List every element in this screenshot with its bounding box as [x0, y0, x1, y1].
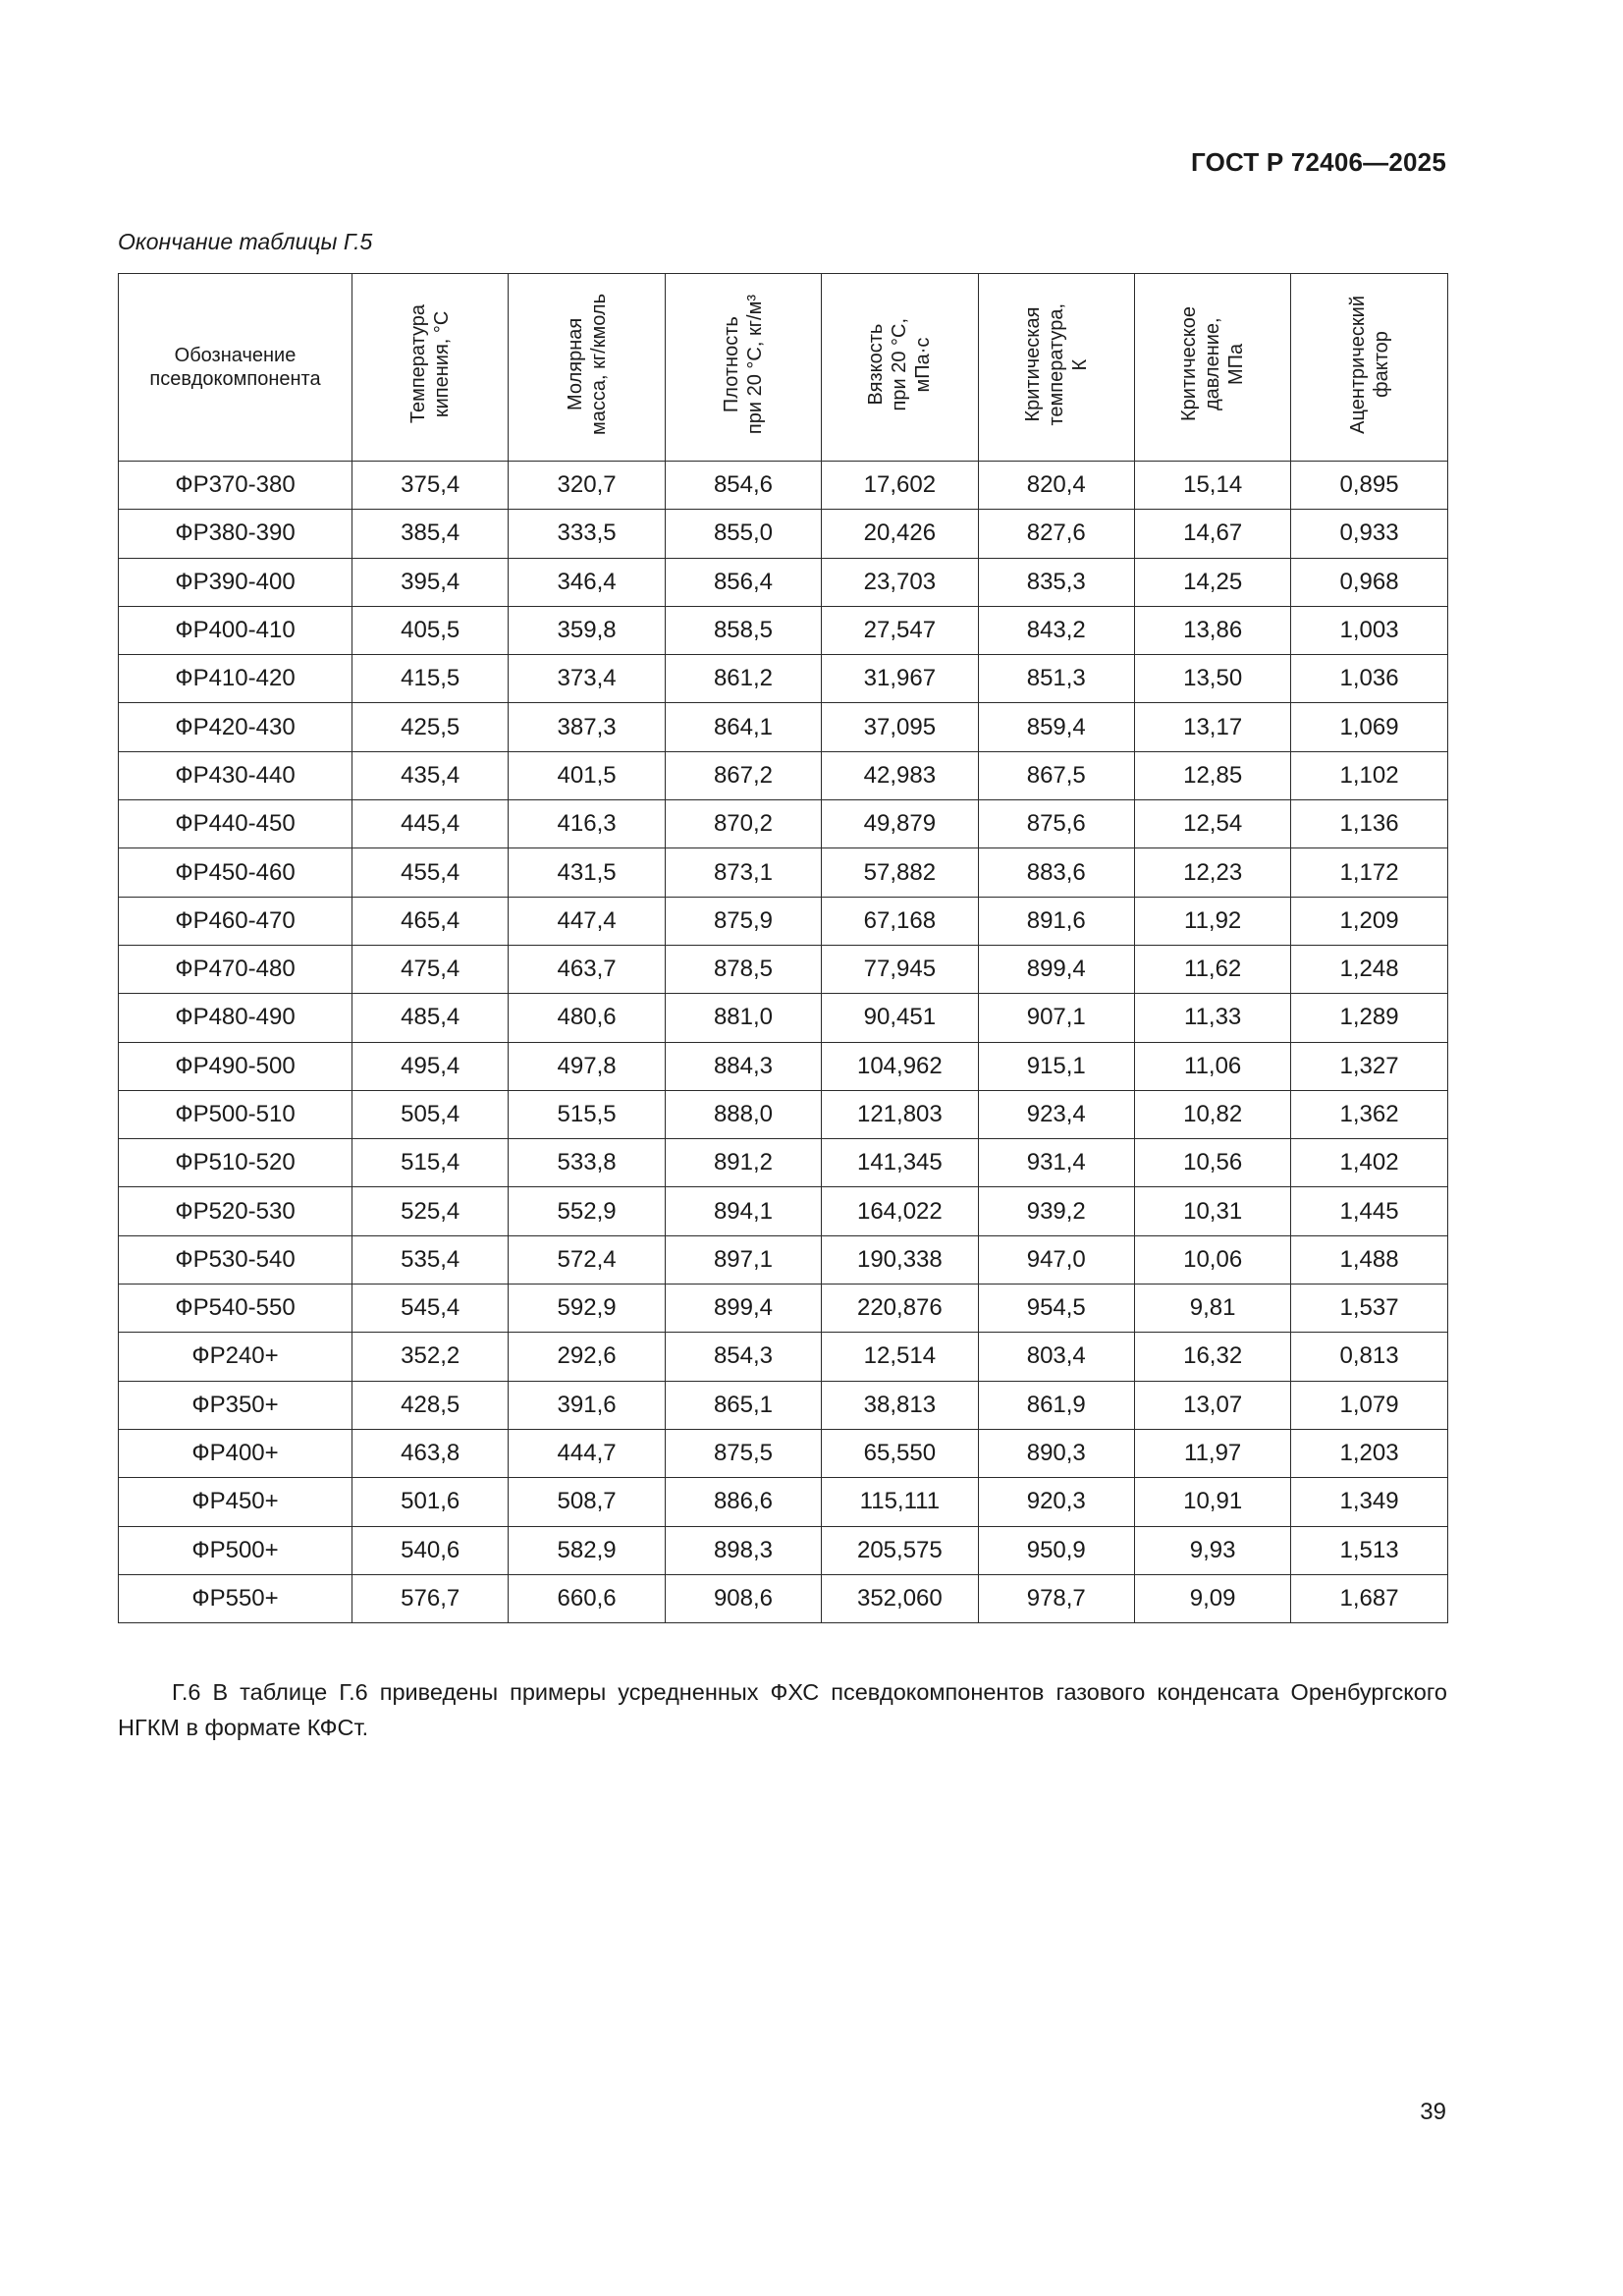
row-designation-cell: ФР450-460 — [119, 848, 352, 897]
table-cell: 920,3 — [978, 1478, 1134, 1526]
table-cell: 878,5 — [665, 945, 821, 993]
table-cell: 444,7 — [509, 1429, 665, 1477]
table-row — [119, 1381, 1448, 1429]
table-cell: 10,82 — [1134, 1090, 1290, 1138]
row-designation-cell: ФР350+ — [119, 1381, 352, 1429]
table-cell: 1,003 — [1291, 606, 1447, 654]
table-row — [119, 1285, 1448, 1333]
table-cell: 9,93 — [1134, 1526, 1290, 1574]
table-cell: 220,876 — [822, 1285, 978, 1333]
table-cell: 416,3 — [509, 800, 665, 848]
table-cell: 1,402 — [1291, 1139, 1447, 1187]
table-header-row — [119, 274, 1448, 462]
table-row — [119, 558, 1448, 606]
table-caption: Окончание таблицы Г.5 — [118, 229, 373, 254]
column-header-density: Плотность при 20 °С, кг/м³ — [665, 274, 821, 462]
table-cell: 978,7 — [978, 1574, 1134, 1622]
table-cell: 886,6 — [665, 1478, 821, 1526]
table-cell: 525,4 — [352, 1187, 509, 1235]
row-designation-cell: ФР410-420 — [119, 655, 352, 703]
table-cell: 16,32 — [1134, 1333, 1290, 1381]
table-cell: 385,4 — [352, 510, 509, 558]
table-cell: 10,06 — [1134, 1235, 1290, 1284]
table-cell: 820,4 — [978, 462, 1134, 510]
table-cell: 1,537 — [1291, 1285, 1447, 1333]
table-cell: 851,3 — [978, 655, 1134, 703]
table-cell: 1,327 — [1291, 1042, 1447, 1090]
table-row — [119, 1526, 1448, 1574]
table-cell: 401,5 — [509, 751, 665, 799]
table-cell: 405,5 — [352, 606, 509, 654]
table-cell: 1,036 — [1291, 655, 1447, 703]
column-header-critical-pressure: Критическое давление, МПа — [1134, 274, 1290, 462]
table-row — [119, 1235, 1448, 1284]
table-cell: 497,8 — [509, 1042, 665, 1090]
table-row — [119, 897, 1448, 945]
paragraph-text: Г.6 В таблице Г.6 приведены примеры усредненных ФХС псевдокомпонентов газового конденсата Оренбургского НГКМ в формате КФСт. — [118, 1679, 1447, 1740]
table-cell: 891,6 — [978, 897, 1134, 945]
row-designation-cell: ФР510-520 — [119, 1139, 352, 1187]
table-cell: 0,933 — [1291, 510, 1447, 558]
table-cell: 931,4 — [978, 1139, 1134, 1187]
row-designation-cell: ФР550+ — [119, 1574, 352, 1622]
table-row — [119, 945, 1448, 993]
table-row — [119, 994, 1448, 1042]
table-row — [119, 510, 1448, 558]
table-row — [119, 1139, 1448, 1187]
data-table — [118, 273, 1448, 1623]
table-cell: 540,6 — [352, 1526, 509, 1574]
table-cell: 545,4 — [352, 1285, 509, 1333]
table-cell: 0,895 — [1291, 462, 1447, 510]
table-cell: 576,7 — [352, 1574, 509, 1622]
table-cell: 875,9 — [665, 897, 821, 945]
row-designation-cell: ФР480-490 — [119, 994, 352, 1042]
table-row — [119, 1187, 1448, 1235]
table-cell: 864,1 — [665, 703, 821, 751]
table-cell: 13,17 — [1134, 703, 1290, 751]
table-cell: 854,3 — [665, 1333, 821, 1381]
row-designation-cell: ФР500-510 — [119, 1090, 352, 1138]
table-cell: 115,111 — [822, 1478, 978, 1526]
table-cell: 888,0 — [665, 1090, 821, 1138]
table-row — [119, 1478, 1448, 1526]
table-cell: 1,203 — [1291, 1429, 1447, 1477]
table-cell: 533,8 — [509, 1139, 665, 1187]
table-cell: 445,4 — [352, 800, 509, 848]
table-cell: 0,968 — [1291, 558, 1447, 606]
table-cell: 859,4 — [978, 703, 1134, 751]
table-cell: 12,85 — [1134, 751, 1290, 799]
table-cell: 13,50 — [1134, 655, 1290, 703]
table-cell: 205,575 — [822, 1526, 978, 1574]
table-cell: 90,451 — [822, 994, 978, 1042]
row-designation-cell: ФР530-540 — [119, 1235, 352, 1284]
row-designation-cell: ФР490-500 — [119, 1042, 352, 1090]
row-designation-cell: ФР400+ — [119, 1429, 352, 1477]
row-designation-cell: ФР540-550 — [119, 1285, 352, 1333]
table-cell: 891,2 — [665, 1139, 821, 1187]
table-cell: 320,7 — [509, 462, 665, 510]
table-cell: 37,095 — [822, 703, 978, 751]
table-cell: 884,3 — [665, 1042, 821, 1090]
table-cell: 915,1 — [978, 1042, 1134, 1090]
row-designation-cell: ФР500+ — [119, 1526, 352, 1574]
table-cell: 827,6 — [978, 510, 1134, 558]
table-cell: 1,079 — [1291, 1381, 1447, 1429]
table-cell: 11,62 — [1134, 945, 1290, 993]
table-cell: 897,1 — [665, 1235, 821, 1284]
row-designation-cell: ФР470-480 — [119, 945, 352, 993]
table-cell: 867,5 — [978, 751, 1134, 799]
table-cell: 552,9 — [509, 1187, 665, 1235]
table-cell: 104,962 — [822, 1042, 978, 1090]
table-cell: 480,6 — [509, 994, 665, 1042]
table-cell: 13,07 — [1134, 1381, 1290, 1429]
row-designation-cell: ФР450+ — [119, 1478, 352, 1526]
table-cell: 42,983 — [822, 751, 978, 799]
table-cell: 352,060 — [822, 1574, 978, 1622]
table-cell: 898,3 — [665, 1526, 821, 1574]
table-row — [119, 800, 1448, 848]
table-cell: 10,91 — [1134, 1478, 1290, 1526]
table-cell: 950,9 — [978, 1526, 1134, 1574]
table-cell: 12,54 — [1134, 800, 1290, 848]
table-row — [119, 1429, 1448, 1477]
table-cell: 1,069 — [1291, 703, 1447, 751]
table-cell: 12,514 — [822, 1333, 978, 1381]
row-designation-cell: ФР370-380 — [119, 462, 352, 510]
table-cell: 907,1 — [978, 994, 1134, 1042]
table-cell: 899,4 — [665, 1285, 821, 1333]
table-cell: 11,06 — [1134, 1042, 1290, 1090]
table-cell: 1,513 — [1291, 1526, 1447, 1574]
row-designation-cell: ФР400-410 — [119, 606, 352, 654]
table-cell: 428,5 — [352, 1381, 509, 1429]
table-cell: 939,2 — [978, 1187, 1134, 1235]
table-cell: 57,882 — [822, 848, 978, 897]
table-cell: 899,4 — [978, 945, 1134, 993]
table-row — [119, 1333, 1448, 1381]
table-row — [119, 848, 1448, 897]
table-row — [119, 606, 1448, 654]
table-row — [119, 1090, 1448, 1138]
table-cell: 14,67 — [1134, 510, 1290, 558]
table-cell: 508,7 — [509, 1478, 665, 1526]
table-row — [119, 462, 1448, 510]
table-cell: 485,4 — [352, 994, 509, 1042]
table-cell: 923,4 — [978, 1090, 1134, 1138]
table-cell: 861,2 — [665, 655, 821, 703]
table-cell: 23,703 — [822, 558, 978, 606]
table-cell: 38,813 — [822, 1381, 978, 1429]
table-cell: 475,4 — [352, 945, 509, 993]
table-cell: 13,86 — [1134, 606, 1290, 654]
table-cell: 908,6 — [665, 1574, 821, 1622]
table-cell: 1,349 — [1291, 1478, 1447, 1526]
table-cell: 373,4 — [509, 655, 665, 703]
row-designation-cell: ФР240+ — [119, 1333, 352, 1381]
table-cell: 890,3 — [978, 1429, 1134, 1477]
table-cell: 77,945 — [822, 945, 978, 993]
column-header-acentric-factor: Ацентрический фактор — [1291, 274, 1447, 462]
table-cell: 515,4 — [352, 1139, 509, 1187]
table-cell: 535,4 — [352, 1235, 509, 1284]
table-cell: 431,5 — [509, 848, 665, 897]
table-cell: 835,3 — [978, 558, 1134, 606]
table-cell: 1,687 — [1291, 1574, 1447, 1622]
table-cell: 352,2 — [352, 1333, 509, 1381]
table-cell: 67,168 — [822, 897, 978, 945]
table-row — [119, 703, 1448, 751]
table-cell: 660,6 — [509, 1574, 665, 1622]
table-cell: 121,803 — [822, 1090, 978, 1138]
table-cell: 1,445 — [1291, 1187, 1447, 1235]
table-cell: 447,4 — [509, 897, 665, 945]
table-cell: 333,5 — [509, 510, 665, 558]
table-cell: 1,209 — [1291, 897, 1447, 945]
table-cell: 10,56 — [1134, 1139, 1290, 1187]
page-number: 39 — [1420, 2099, 1446, 2125]
table-cell: 803,4 — [978, 1333, 1134, 1381]
table-cell: 875,6 — [978, 800, 1134, 848]
table-cell: 391,6 — [509, 1381, 665, 1429]
table-cell: 190,338 — [822, 1235, 978, 1284]
table-row — [119, 1042, 1448, 1090]
table-cell: 1,172 — [1291, 848, 1447, 897]
table-cell: 10,31 — [1134, 1187, 1290, 1235]
table-cell: 14,25 — [1134, 558, 1290, 606]
table-cell: 27,547 — [822, 606, 978, 654]
table-cell: 501,6 — [352, 1478, 509, 1526]
table-cell: 463,8 — [352, 1429, 509, 1477]
table-cell: 11,92 — [1134, 897, 1290, 945]
table-cell: 31,967 — [822, 655, 978, 703]
table-cell: 1,136 — [1291, 800, 1447, 848]
row-designation-cell: ФР420-430 — [119, 703, 352, 751]
column-header-molar-mass: Молярная масса, кг/кмоль — [509, 274, 665, 462]
row-designation-cell: ФР460-470 — [119, 897, 352, 945]
table-cell: 17,602 — [822, 462, 978, 510]
table-cell: 435,4 — [352, 751, 509, 799]
table-cell: 463,7 — [509, 945, 665, 993]
row-designation-cell: ФР440-450 — [119, 800, 352, 848]
table-cell: 292,6 — [509, 1333, 665, 1381]
body-paragraph — [118, 1674, 1447, 1745]
table-cell: 15,14 — [1134, 462, 1290, 510]
column-header-designation: Обозначение псевдокомпонента — [119, 274, 352, 462]
table-cell: 873,1 — [665, 848, 821, 897]
table-cell: 867,2 — [665, 751, 821, 799]
table-cell: 395,4 — [352, 558, 509, 606]
table-cell: 387,3 — [509, 703, 665, 751]
table-cell: 870,2 — [665, 800, 821, 848]
table-cell: 415,5 — [352, 655, 509, 703]
table-cell: 856,4 — [665, 558, 821, 606]
table-cell: 359,8 — [509, 606, 665, 654]
table-cell: 9,81 — [1134, 1285, 1290, 1333]
table-row — [119, 655, 1448, 703]
table-cell: 375,4 — [352, 462, 509, 510]
table-cell: 20,426 — [822, 510, 978, 558]
table-cell: 9,09 — [1134, 1574, 1290, 1622]
table-cell: 11,97 — [1134, 1429, 1290, 1477]
table-cell: 1,102 — [1291, 751, 1447, 799]
table-cell: 515,5 — [509, 1090, 665, 1138]
table-row — [119, 1574, 1448, 1622]
table-cell: 592,9 — [509, 1285, 665, 1333]
table-cell: 495,4 — [352, 1042, 509, 1090]
column-header-critical-temp: Критическая температура, К — [978, 274, 1134, 462]
table-cell: 861,9 — [978, 1381, 1134, 1429]
table-cell: 164,022 — [822, 1187, 978, 1235]
table-cell: 954,5 — [978, 1285, 1134, 1333]
table-cell: 875,5 — [665, 1429, 821, 1477]
table-cell: 65,550 — [822, 1429, 978, 1477]
table-body — [119, 462, 1448, 1623]
table-cell: 12,23 — [1134, 848, 1290, 897]
table-cell: 843,2 — [978, 606, 1134, 654]
table-cell: 883,6 — [978, 848, 1134, 897]
table-cell: 141,345 — [822, 1139, 978, 1187]
row-designation-cell: ФР380-390 — [119, 510, 352, 558]
table-cell: 346,4 — [509, 558, 665, 606]
table-cell: 1,362 — [1291, 1090, 1447, 1138]
table-cell: 1,488 — [1291, 1235, 1447, 1284]
table-cell: 858,5 — [665, 606, 821, 654]
table-cell: 865,1 — [665, 1381, 821, 1429]
table-cell: 1,289 — [1291, 994, 1447, 1042]
table-cell: 572,4 — [509, 1235, 665, 1284]
table-cell: 0,813 — [1291, 1333, 1447, 1381]
table-cell: 881,0 — [665, 994, 821, 1042]
table-cell: 582,9 — [509, 1526, 665, 1574]
table-cell: 855,0 — [665, 510, 821, 558]
table-cell: 11,33 — [1134, 994, 1290, 1042]
row-designation-cell: ФР520-530 — [119, 1187, 352, 1235]
table-cell: 854,6 — [665, 462, 821, 510]
table-cell: 455,4 — [352, 848, 509, 897]
table-cell: 947,0 — [978, 1235, 1134, 1284]
table-cell: 49,879 — [822, 800, 978, 848]
table-cell: 425,5 — [352, 703, 509, 751]
row-designation-cell: ФР430-440 — [119, 751, 352, 799]
table-cell: 1,248 — [1291, 945, 1447, 993]
table-cell: 465,4 — [352, 897, 509, 945]
table-row — [119, 751, 1448, 799]
table-cell: 505,4 — [352, 1090, 509, 1138]
column-header-boiling-temp: Температура кипения, °С — [352, 274, 509, 462]
document-id: ГОСТ Р 72406—2025 — [1191, 147, 1446, 177]
column-header-viscosity: Вязкость при 20 °С, мПа·с — [822, 274, 978, 462]
table-cell: 894,1 — [665, 1187, 821, 1235]
row-designation-cell: ФР390-400 — [119, 558, 352, 606]
